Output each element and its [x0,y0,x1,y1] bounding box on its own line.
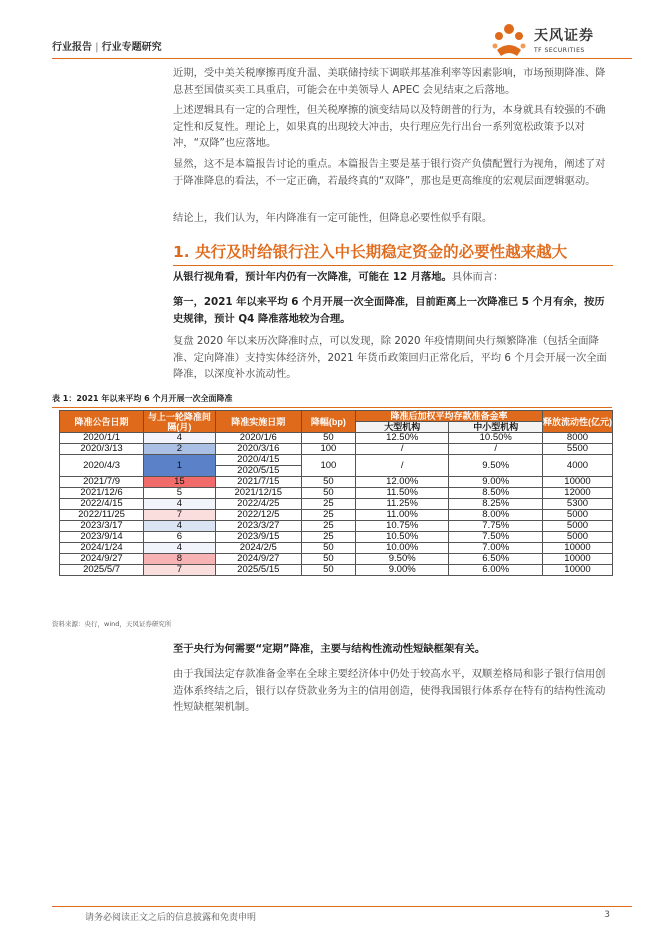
cell-large-rrr: 9.50% [355,554,449,565]
cell-small-rrr: 7.50% [449,532,543,543]
cell-cut-bp: 50 [301,543,355,554]
cell-release: 5000 [543,521,613,532]
paragraph-review: 复盘 2020 年以来历次降准时点，可以发现，除 2020 年疫情期间央行频繁降准（包括全面降准、定向降准）支持实体经济外，2021 年货币政策回归正常化后，平均 6 个月会开展一次全面降准，以深度补水流动性。 [173,335,607,380]
col-effective-date: 降准实施日期 [215,411,301,433]
cell-release: 5500 [543,444,613,455]
cell-cut-bp: 25 [301,499,355,510]
table-source: 资料来源：央行，wind，天风证券研究所 [52,620,172,628]
report-subcategory: 行业专题研究 [101,42,162,53]
paragraph-why [173,641,609,658]
col-cut-bp: 降幅(bp) [301,411,355,433]
cell-interval: 2 [144,444,216,455]
table-row [60,444,613,455]
table-row [60,554,613,565]
cell-small-rrr: / [449,444,543,455]
logo-name: 天风证券 [534,28,594,44]
paragraph-3: 显然，这不是本篇报告讨论的重点。本篇报告主要是基于银行资产负债配置行为视角，阐述了对于降准降息的看法，不一定正确，若最终真的“双降”，那也是更高维度的宏观层面逻辑驱动。 [173,158,606,187]
cell-effective-date: 2023/9/15 [215,532,301,543]
cell-release: 10000 [543,543,613,554]
cell-interval: 4 [144,499,216,510]
cell-cut-bp: 100 [301,444,355,455]
table-row [60,510,613,521]
logo-mark-icon [487,22,531,60]
cell-small-rrr: 7.00% [449,543,543,554]
cell-small-rrr: 6.50% [449,554,543,565]
table-body [60,433,613,576]
cell-cut-bp: 25 [301,532,355,543]
cell-interval: 4 [144,543,216,554]
col-announce-date: 降准公告日期 [60,411,144,433]
col-large: 大型机构 [355,422,449,433]
cell-announce-date: 2022/11/25 [60,510,144,521]
cell-interval: 7 [144,510,216,521]
cell-large-rrr: 12.50% [355,433,449,444]
cell-release: 10000 [543,477,613,488]
paragraph-1: 近期，受中美关税摩擦再度升温、美联储持续下调联邦基准利率等因素影响，市场预期降准、降息甚至国债买卖工具重启，可能会在中美领导人 APEC 会见结束之后落地。 [173,67,606,96]
paragraph-4: 结论上，我们认为，年内降准有一定可能性，但降息必要性似乎有限。 [173,212,493,224]
cell-release: 8000 [543,433,613,444]
col-small: 中小型机构 [449,422,543,433]
table-row [60,532,613,543]
table-row [60,499,613,510]
cell-cut-bp: 50 [301,565,355,576]
report-category: 行业报告 [52,42,92,53]
bank-view-rest: 具体而言： [451,271,504,283]
cell-effective-date: 2022/4/25 [215,499,301,510]
page-number: 3 [604,910,610,920]
cell-small-rrr: 9.00% [449,477,543,488]
cell-small-rrr: 8.00% [449,510,543,521]
cell-large-rrr: 11.00% [355,510,449,521]
col-release: 释放流动性(亿元) [543,411,613,433]
cell-cut-bp: 25 [301,510,355,521]
paragraph-structure: 由于我国法定存款准备金率在全球主要经济体中仍处于较高水平，双顺差格局和影子银行信用创造体系终结之后，银行以存贷款业务为主的信用创造，使得我国银行体系存在特有的结构性流动性短缺框架机制。 [173,668,606,713]
cell-small-rrr: 6.00% [449,565,543,576]
cell-announce-date: 2022/4/15 [60,499,144,510]
cell-large-rrr: 12.00% [355,477,449,488]
cell-effective-date: 2023/3/27 [215,521,301,532]
cell-announce-date: 2025/5/7 [60,565,144,576]
why-bold: 至于央行为何需要“定期”降准，主要与结构性流动性短缺框架有关。 [173,643,486,655]
col-interval: 与上一轮降准间隔(月) [144,411,216,433]
bank-view-bold: 从银行视角看，预计年内仍有一次降准，可能在 12 月落地。 [173,271,452,283]
cell-release: 4000 [543,455,613,477]
footer-disclaimer: 请务必阅读正文之后的信息披露和免责申明 [85,913,257,923]
cell-release: 10000 [543,554,613,565]
cell-release: 10000 [543,565,613,576]
table-row [60,488,613,499]
cell-effective-date: 2021/12/15 [215,488,301,499]
header-separator: | [95,42,99,53]
cell-cut-bp: 50 [301,433,355,444]
cell-effective-date: 2025/5/15 [215,565,301,576]
cell-large-rrr: 10.75% [355,521,449,532]
header-divider [52,58,632,59]
cell-cut-bp: 50 [301,488,355,499]
table-caption: 表 1：2021 年以来平均 6 个月开展一次全面降准 [52,393,612,408]
cell-interval: 5 [144,488,216,499]
cell-announce-date: 2020/4/3 [60,455,144,477]
logo-subtitle: TF SECURITIES [534,47,585,54]
cell-effective-date: 2024/9/27 [215,554,301,565]
cell-interval: 7 [144,565,216,576]
table-row [60,521,613,532]
cell-effective-date: 2020/3/16 [215,444,301,455]
cell-interval: 4 [144,521,216,532]
section-title: 1. 央行及时给银行注入中长期稳定资金的必要性越来越大 [173,240,613,266]
cell-large-rrr: / [355,444,449,455]
rrr-cut-table [59,410,613,576]
cell-small-rrr: 8.50% [449,488,543,499]
cell-announce-date: 2021/12/6 [60,488,144,499]
cell-large-rrr: 10.50% [355,532,449,543]
cell-announce-date: 2024/1/24 [60,543,144,554]
report-header [52,38,162,53]
cell-cut-bp: 100 [301,455,355,477]
cell-cut-bp: 25 [301,521,355,532]
cell-small-rrr: 7.75% [449,521,543,532]
cell-effective-date: 2020/1/6 [215,433,301,444]
cell-effective-date: 2022/12/5 [215,510,301,521]
cell-release: 5300 [543,499,613,510]
cell-announce-date: 2020/3/13 [60,444,144,455]
table-row [60,477,613,488]
table-row [60,543,613,554]
cell-small-rrr: 10.50% [449,433,543,444]
cell-cut-bp: 50 [301,477,355,488]
table-row [60,433,613,444]
cell-release: 5000 [543,510,613,521]
cell-release: 12000 [543,488,613,499]
table-row [60,455,613,466]
cell-small-rrr: 8.25% [449,499,543,510]
cell-cut-bp: 50 [301,554,355,565]
cell-effective-date: 2024/2/5 [215,543,301,554]
paragraph-first [173,294,609,327]
cell-announce-date: 2021/7/9 [60,477,144,488]
cell-effective-date: 2021/7/15 [215,477,301,488]
cell-announce-date: 2024/9/27 [60,554,144,565]
cell-announce-date: 2023/3/17 [60,521,144,532]
cell-interval: 1 [144,455,216,477]
cell-effective-date: 2020/4/15 [215,455,301,466]
cell-effective-date: 2020/5/15 [215,466,301,477]
cell-announce-date: 2020/1/1 [60,433,144,444]
cell-release: 5000 [543,532,613,543]
cell-small-rrr: 9.50% [449,455,543,477]
col-avg-rrr: 降准后加权平均存款准备金率 [355,411,542,422]
cell-large-rrr: 11.50% [355,488,449,499]
cell-announce-date: 2023/9/14 [60,532,144,543]
cell-interval: 6 [144,532,216,543]
cell-large-rrr: 10.00% [355,543,449,554]
cell-large-rrr: / [355,455,449,477]
paragraph-2: 上述逻辑具有一定的合理性，但关税摩擦的演变结局以及特朗普的行为，本身就具有较强的不确定性和反复性。理论上，如果真的出现较大冲击，央行理应先行出台一系列宽松政策予以对冲，“双降”也应落地。 [173,104,606,149]
cell-interval: 15 [144,477,216,488]
cell-interval: 4 [144,433,216,444]
paragraph-bank-view [173,269,609,286]
table-row [60,565,613,576]
footer-divider [52,906,632,907]
cell-interval: 8 [144,554,216,565]
company-logo [487,22,632,62]
cell-large-rrr: 9.00% [355,565,449,576]
cell-large-rrr: 11.25% [355,499,449,510]
first-point-bold: 第一，2021 年以来平均 6 个月开展一次全面降准，目前距离上一次降准已 5 个月有余，按历史规律，预计 Q4 降准落地较为合理。 [173,296,605,325]
